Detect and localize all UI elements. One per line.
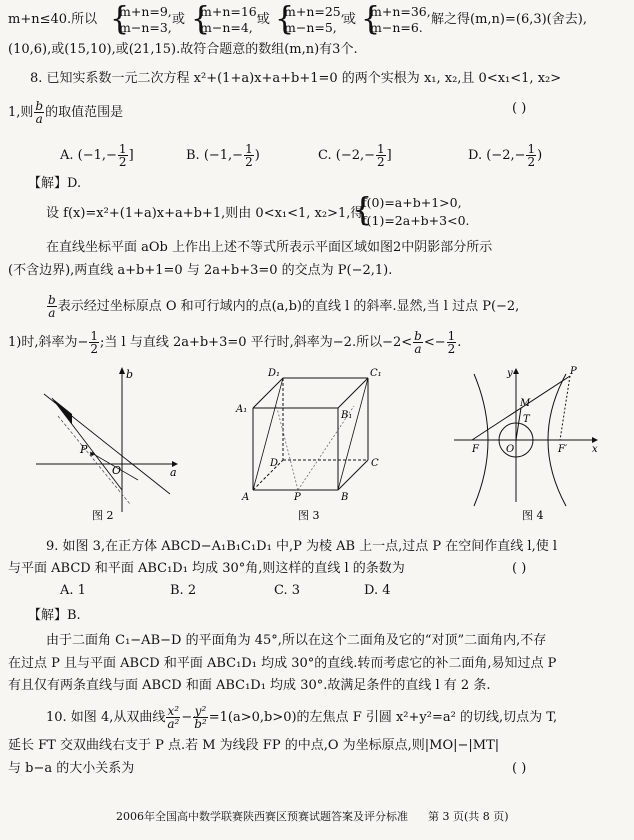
diagonal-ad1 [253, 378, 283, 490]
q9-option-a: A. 1 [60, 583, 86, 598]
label-a: A [242, 492, 250, 503]
label-a: a [170, 466, 177, 479]
q10-line1: 10. 如图 4,从双曲线 $\frac{\text{x²}}{\text{a²}}$ − $\frac{\text{y²}}{\text{b²}}$ =1(a>0,b>0)的左焦点 F 引圆 x²+y²=a² 的切线,切点为 T, [46, 704, 558, 731]
q9-option-c: C. 3 [274, 583, 301, 598]
label-p: P [294, 492, 301, 503]
cube-edge [253, 378, 283, 408]
s9-jie: 【解】B. [28, 608, 81, 623]
label-p: P [570, 366, 577, 377]
point-p [90, 452, 94, 456]
line-l [276, 404, 298, 490]
s8-line3: (不含边界),两直线 a+b+1=0 与 2a+b+3=0 的交点为 P(−2,1). [8, 263, 393, 278]
or-text: 或 [172, 12, 186, 27]
label-o: O [506, 444, 515, 455]
label-b: B [341, 492, 349, 503]
or-text: 或 [343, 12, 357, 27]
q9-option-d: D. 4 [364, 583, 391, 598]
label-d1: D₁ [268, 368, 281, 379]
figure-3 [228, 362, 388, 527]
answer-paren: ( ) [512, 101, 527, 116]
q8-line1: 8. 已知实系数一元二次方程 x²+(1+a)x+a+b+1=0 的两个实根为 x₁, x₂,且 0<x₁<1, x₂> [30, 71, 562, 86]
q8-option-b: B. (−1,− $\frac{1}{2}$ ) [186, 142, 260, 169]
cube-edge [338, 378, 368, 408]
segment-pf2 [560, 376, 570, 440]
or-text: 或 [257, 12, 271, 27]
s9-line2: 在过点 P 且与平面 ABCD 和平面 ABC₁D₁ 均成 30°的直线.转而考虑它的补二面角,易知过点 P [8, 656, 557, 671]
s8-line5: 1)时,斜率为− $\frac{1}{2}$ ;当 l 与直线 2a+b+3=0 平行时,斜率为−2.所以−2< $\frac{b}{a}$ <− $\frac{1}{2}$ . [8, 329, 462, 356]
figure-2 [30, 362, 180, 527]
label-f: F [472, 444, 479, 455]
footer-title: 2006年全国高中数学联赛陕西赛区预赛试题答案及评分标准 [116, 810, 408, 823]
hidden-edge [253, 460, 283, 490]
q8-line2: 1,则 $\frac{b}{a}$ 的取值范围是 [8, 99, 124, 126]
system-3: { m+n=25, m−n=5, [275, 1, 345, 38]
answer-paren: ( ) [512, 761, 527, 776]
q10-line2: 延长 FT 交双曲线右支于 P 点.若 M 为线段 FP 的中点,O 为坐标原点,则|MO|−|MT| [8, 738, 500, 753]
label-m: M [520, 398, 531, 409]
label-f-prime: F′ [558, 444, 568, 455]
y-axis-arrow [513, 368, 519, 374]
x-axis-arrow [592, 437, 598, 443]
p1-line2: (10,6),或(15,10),或(21,15).故符合题意的数组(m,n)有3个. [8, 42, 358, 57]
label-y: y [507, 368, 513, 379]
label-x: x [592, 444, 598, 455]
s8-line4: $\frac{b}{a}$ 表示经过坐标原点 O 和可行域内的点(a,b)的直线 l 的斜率.显然,当 l 过点 P(−2, [48, 293, 520, 320]
figure-2-caption: 图 2 [92, 509, 114, 522]
s9-line3: 有且仅有两条直线与面 ABCD 和面 ABC₁D₁ 均成 30°.故满足条件的直线 l 有 2 条. [8, 678, 491, 693]
diagonal-bc1 [338, 378, 368, 490]
figure-4 [446, 362, 606, 527]
label-b1: B₁ [341, 410, 353, 421]
figure-4-caption: 图 4 [522, 509, 544, 522]
b-axis-arrow [119, 367, 125, 374]
fraction-b-over-a: $\frac{b}{a}$ [35, 99, 44, 126]
p1-post: 解之得(m,n)=(6,3)(舍去), [431, 12, 587, 27]
line-2a-b-3 [44, 394, 170, 494]
figure-3-caption: 图 3 [298, 509, 320, 522]
q8-option-c: C. (−2,− $\frac{1}{2}$ ] [318, 142, 392, 169]
label-c: C [371, 458, 379, 469]
label-o: O [112, 464, 122, 477]
answer-paren: ( ) [512, 561, 527, 576]
p1-pre: m+n≤40.所以 [8, 12, 98, 27]
system-1: { m+n=9, m−n=3, [110, 1, 172, 38]
label-t: T [523, 414, 530, 425]
s9-line1: 由于二面角 C₁−AB−D 的平面角为 45°,所以在这个二面角及它的“对顶”二面角内,不存 [46, 633, 547, 648]
q9-line1: 9. 如图 3,在正方体 ABCD−A₁B₁C₁D₁ 中,P 为棱 AB 上一点,过点 P 在空间作直线 l,使 l [46, 539, 558, 554]
cube-edge [338, 460, 368, 490]
s8-jie: 【解】D. [28, 176, 82, 191]
label-b: b [126, 368, 134, 381]
label-c1: C₁ [370, 368, 382, 379]
s8-line2: 在直线坐标平面 aOb 上作出上述不等式所表示平面区域如图2中阴影部分所示 [46, 240, 493, 255]
label-d: D [270, 458, 279, 469]
system-4: { m+n=36, m−n=6. [361, 1, 431, 38]
q8-option-a: A. (−1,− $\frac{1}{2}$ ] [60, 142, 134, 169]
q9-line2: 与平面 ABCD 和平面 ABC₁D₁ 均成 30°角,则这样的直线 l 的条数为 [8, 561, 405, 576]
system-f: { f(0)=a+b+1>0, f(1)=2a+b+3<0. [353, 192, 470, 229]
dashed-line [58, 416, 130, 504]
footer-page: 第 3 页(共 8 页) [428, 810, 509, 823]
label-a1: A₁ [236, 404, 248, 415]
s8-line1: 设 f(x)=x²+(1+a)x+a+b+1,则由 0<x₁<1, x₂>1,得 [46, 206, 364, 221]
q9-option-b: B. 2 [170, 583, 197, 598]
system-2: { m+n=16, m−n=4, [191, 1, 261, 38]
label-p: P [80, 443, 88, 456]
q10-line3: 与 b−a 的大小关系为 [8, 761, 135, 776]
q8-option-d: D. (−2,− $\frac{1}{2}$ ) [468, 142, 543, 169]
